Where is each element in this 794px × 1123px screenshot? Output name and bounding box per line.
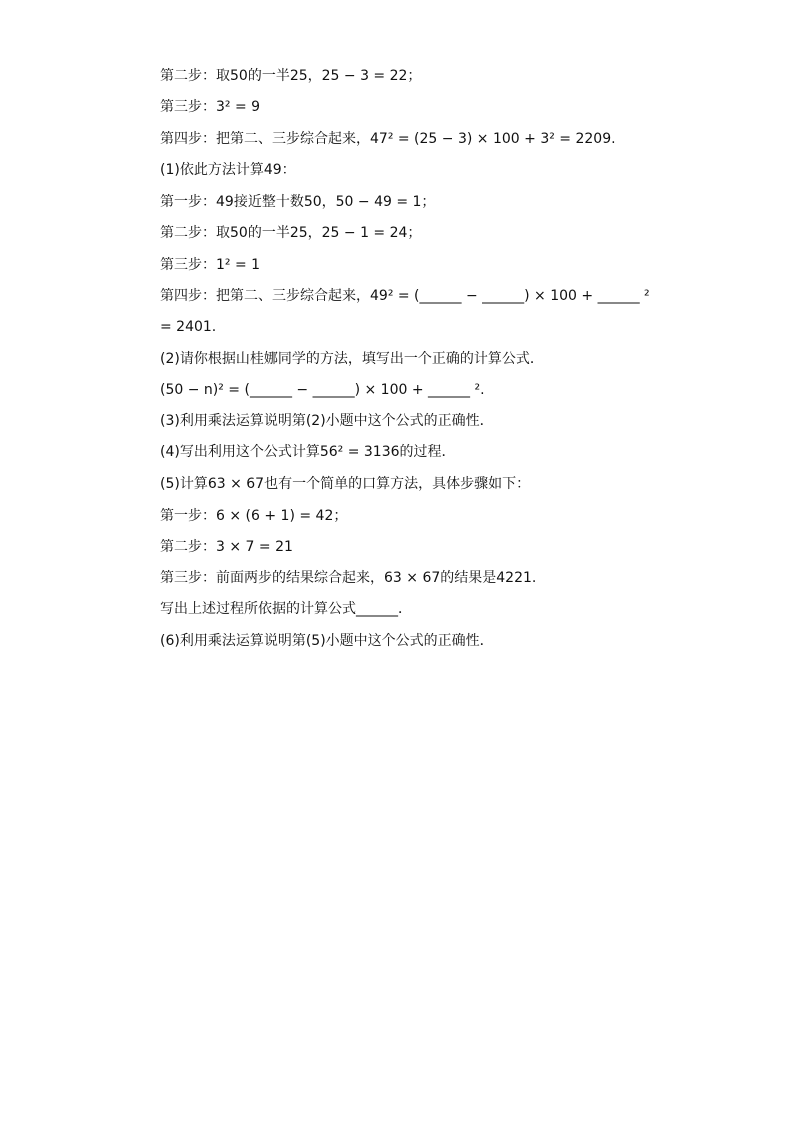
question-1-result: = 2401.: [160, 319, 217, 335]
question-6: (6)利用乘法运算说明第(5)小题中这个公式的正确性．: [160, 633, 494, 649]
question-1-step-one: 第一步：49接近整十数50，50 − 49 = 1；: [160, 194, 436, 210]
step-two-line-1: 第二步：取50的一半25，25 − 3 = 22；: [160, 68, 422, 84]
question-2-formula: (50 − n)² = (______ − ______) × 100 + ______ ².: [160, 382, 485, 398]
question-5-step-three: 第三步：前面两步的结果综合起来，63 × 67的结果是4221.: [160, 570, 537, 586]
step-four-line-1: 第四步：把第二、三步综合起来，47² = (25 − 3) × 100 + 3² = 2209.: [160, 131, 616, 147]
question-2-heading: (2)请你根据山桂娜同学的方法，填写出一个正确的计算公式．: [160, 351, 544, 367]
question-5-step-two: 第二步：3 × 7 = 21: [160, 539, 293, 555]
question-1-step-three: 第三步：1² = 1: [160, 257, 261, 273]
question-3: (3)利用乘法运算说明第(2)小题中这个公式的正确性．: [160, 413, 494, 429]
question-1-step-two: 第二步：取50的一半25，25 − 1 = 24；: [160, 225, 422, 241]
question-1-step-four: 第四步：把第二、三步综合起来，49² = (______ − ______) × 100 + ______ ²: [160, 288, 650, 304]
question-5-formula-blank: 写出上述过程所依据的计算公式______．: [160, 601, 412, 617]
question-5-heading: (5)计算63 × 67也有一个简单的口算方法，具体步骤如下：: [160, 476, 531, 492]
question-4: (4)写出利用这个公式计算56² = 3136的过程．: [160, 444, 456, 460]
step-three-line-1: 第三步：3² = 9: [160, 99, 261, 115]
question-1-heading: (1)依此方法计算49：: [160, 162, 296, 178]
question-5-step-one: 第一步：6 × (6 + 1) = 42；: [160, 508, 348, 524]
